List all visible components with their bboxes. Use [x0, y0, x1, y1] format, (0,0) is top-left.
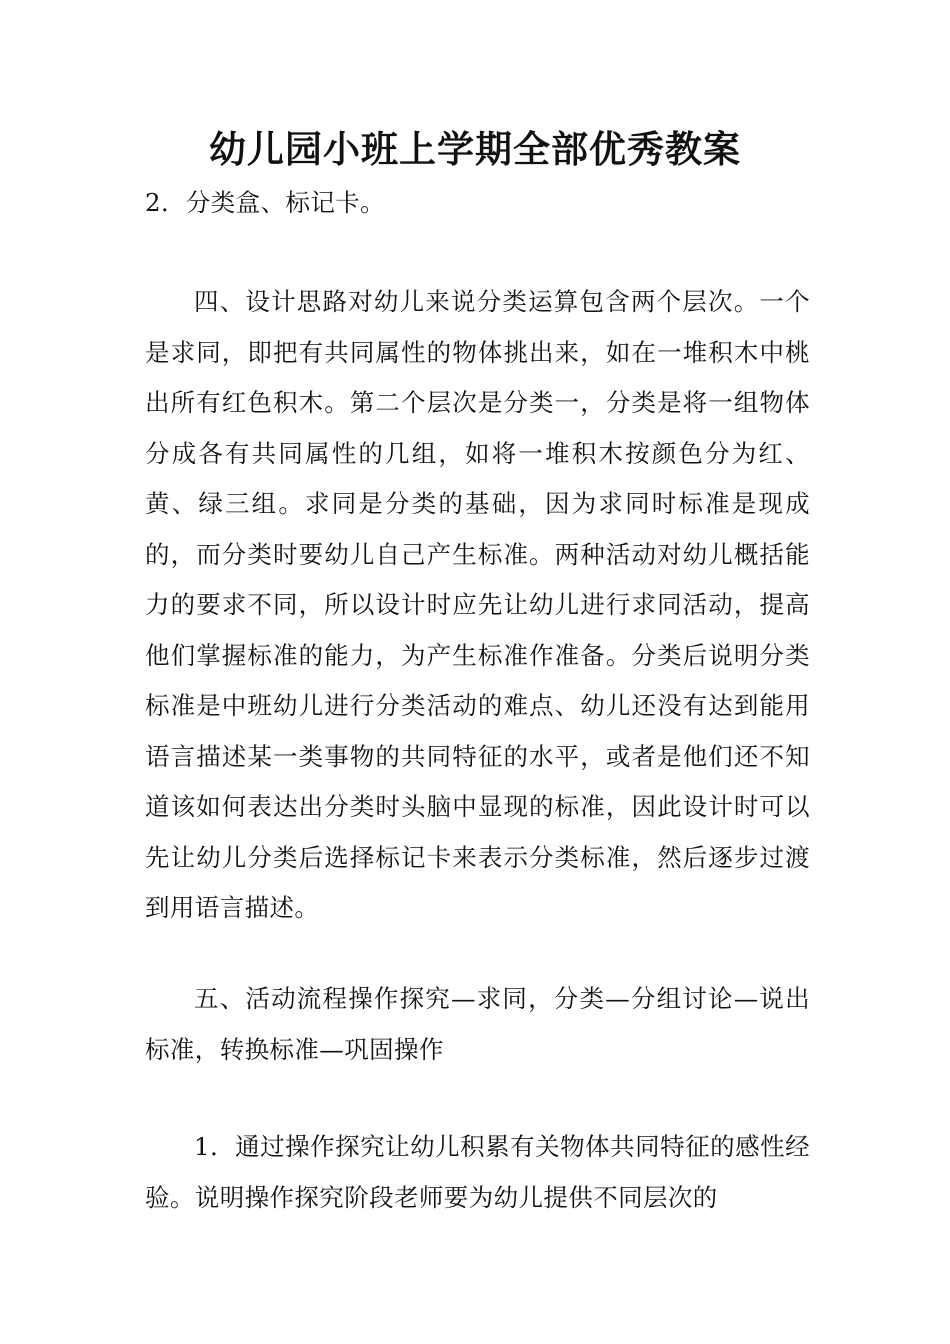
step-one-paragraph: 1．通过操作探究让幼儿积累有关物体共同特征的感性经验。说明操作探究阶段老师要为幼儿提供不同层次的 [145, 1132, 810, 1212]
design-ideas-paragraph: 四、设计思路对幼儿来说分类运算包含两个层次。一个是求同，即把有共同属性的物体挑出来，如在一堆积木中桃出所有红色积木。第二个层次是分类一，分类是将一组物体分成各有共同属性的几组，如将一堆积木按颜色分为红、黄、绿三组。求同是分类的基础，因为求同时标准是现成的，而分类时要幼儿自己产生标准。两种活动对幼儿概括能力的要求不同，所以设计时应先让幼儿进行求同活动，提高他们掌握标准的能力，为产生标准作准备。分类后说明分类标准是中班幼儿进行分类活动的难点、幼儿还没有达到能用语言描述某一类事物的共同特征的水平，或者是他们还不知道该如何表达出分类时头脑中显现的标准，因此设计时可以先让幼儿分类后选择标记卡来表示分类标准，然后逐步过渡到用语言描述。 [145, 287, 810, 922]
activity-flow-paragraph: 五、活动流程操作探究—求同，分类—分组讨论—说出标准，转换标准—巩固操作 [145, 984, 810, 1064]
document-title: 幼儿园小班上学期全部优秀教案 [209, 128, 741, 171]
materials-paragraph: 2．分类盒、标记卡。 [145, 188, 386, 217]
